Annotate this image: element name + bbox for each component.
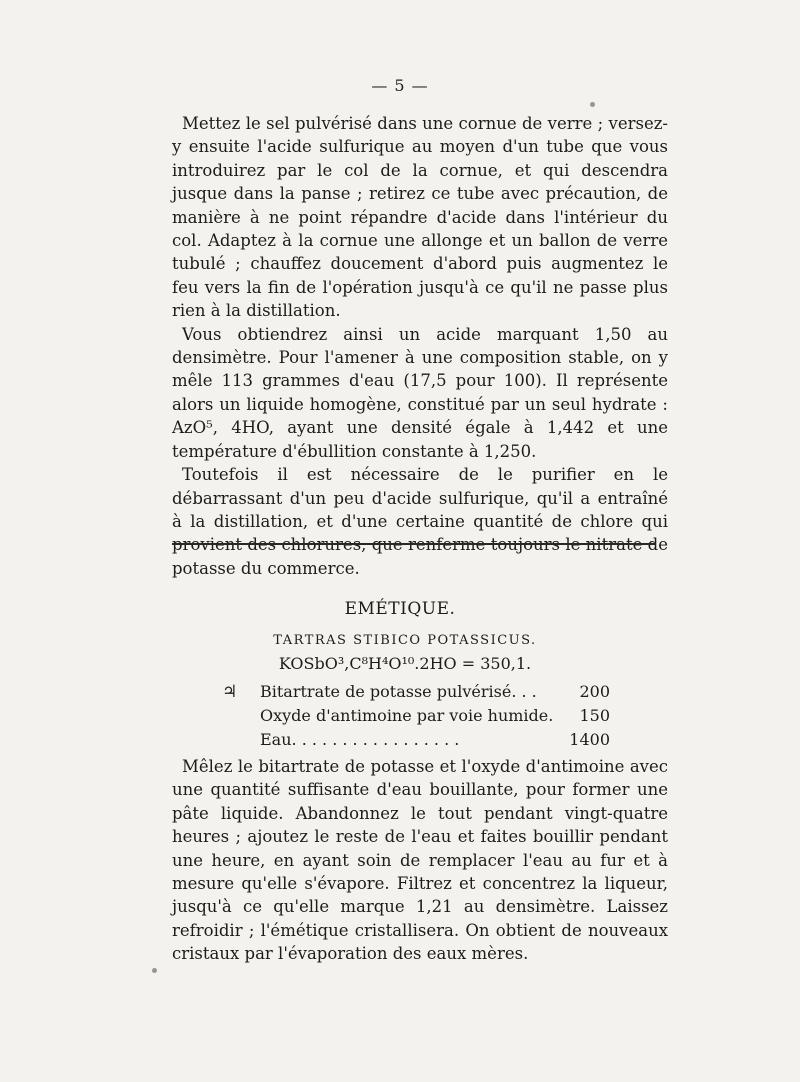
section-title: EMÉTIQUE.: [344, 599, 456, 619]
ingredient-name: Eau. . . . . . . . . . . . . . . . .: [260, 730, 460, 749]
recipe-symbol-icon: ♃: [222, 682, 238, 702]
paragraph: Mettez le sel pulvérisé dans une cornue de verre ; versez-y ensuite l'acide sulfurique au moyen d'un tube que vous introduirez par le col de la cornue, et qui descendra jusque dans la panse ; retirez ce tube avec précaution, de manière à ne point répandre d'acide dans l'intérieur du col. Adaptez à la cornue une allonge et un ballon de verre tubulé ; chauffez doucement d'abord puis augmentez le feu vers la fin de l'opération jusqu'à ce qu'il ne passe plus rien à la distillation.: [172, 114, 668, 321]
recipe-row: [222, 704, 622, 728]
recipe-list: [222, 680, 622, 752]
paragraph: Vous obtiendrez ainsi un acide marquant 1,50 au densimètre. Pour l'amener à une composition stable, on y mêle 113 grammes d'eau (17,5 pour 100). Il représente alors un liquide homogène, constitué par un seul hydrate : AzO⁵, 4HO, ayant une densité égale à 1,442 et une température d'ébullition constante à 1,250.: [172, 324, 668, 461]
section-divider: [172, 543, 656, 545]
page-number: — 5 —: [371, 76, 429, 95]
recipe-row: [222, 680, 622, 704]
ingredient-quantity: 200: [579, 682, 610, 701]
latin-name: TARTRAS STIBICO POTASSICUS.: [273, 633, 537, 648]
text-block-top: [172, 112, 668, 580]
text-block-bottom: [172, 755, 668, 966]
ingredient-quantity: 1400: [569, 730, 610, 749]
ingredient-quantity: 150: [579, 706, 610, 725]
ingredient-name: Oxyde d'antimoine par voie humide.: [260, 706, 554, 725]
paragraph: Toutefois il est nécessaire de le purifier en le débarrassant d'un peu d'acide sulfurique, qu'il a entraîné à la distillation, et d'une certaine quantité de chlore qui provient des chlorures, que renferme toujours le nitrate de potasse du commerce.: [172, 465, 668, 578]
paragraph: Mêlez le bitartrate de potasse et l'oxyde d'antimoine avec une quantité suffisante d'eau bouillante, pour former une pâte liquide. Abandonnez le tout pendant vingt-quatre heures ; ajoutez le reste de l'eau et faites bouillir pendant une heure, en ayant soin de remplacer l'eau au fur et à mesure qu'elle s'évapore. Filtrez et concentrez la liqueur, jusqu'à ce qu'elle marque 1,21 au densimètre. Laissez refroidir ; l'émétique cristallisera. On obtient de nouveaux cristaux par l'évaporation des eaux mères.: [172, 757, 668, 964]
chemical-formula: KOSbO³,C⁸H⁴O¹⁰.2HO = 350,1.: [278, 654, 532, 673]
recipe-row: [222, 728, 622, 752]
ingredient-name: Bitartrate de potasse pulvérisé. . .: [260, 682, 537, 701]
